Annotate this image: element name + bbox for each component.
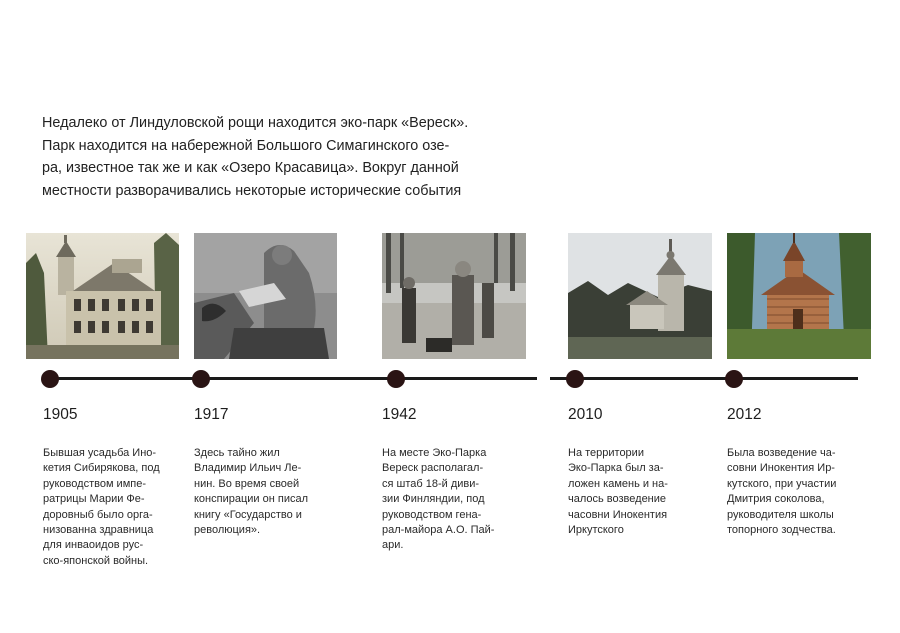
description-line: руководством гена- (382, 508, 482, 521)
description-line: ложен камень и на- (568, 477, 668, 490)
timeline-description (382, 446, 494, 554)
villa-photo (26, 233, 179, 359)
timeline-marker (192, 370, 210, 388)
description-line: ратрицы Марии Фе- (43, 493, 145, 506)
description-line: топорного зодчества. (727, 524, 836, 537)
description-line: Эко-Парка был за- (568, 462, 664, 475)
timeline-marker (725, 370, 743, 388)
mannerheim-photo (382, 233, 526, 359)
description-line: ско-японской войны. (43, 554, 149, 567)
description-line: Была возведение ча- (727, 447, 836, 459)
intro-line: Парк находится на набережной Большого Симагинского озе- (42, 137, 450, 154)
timeline-marker (41, 370, 59, 388)
timeline-year: 1942 (382, 406, 417, 423)
description-line: книгу «Государство и (194, 508, 302, 521)
wooden-chapel-photo (727, 233, 871, 359)
timeline-description (43, 446, 160, 569)
description-line: руководством импе- (43, 477, 147, 490)
description-line: нин. Во время своей (194, 477, 300, 490)
description-line: доровныб было орга- (43, 508, 153, 521)
description-line: конспирации он писал (194, 493, 308, 506)
description-line: ари. (382, 539, 404, 552)
description-line: совни Инокентия Ир- (727, 462, 835, 475)
description-line: Дмитрия соколова, (727, 493, 825, 506)
description-line: ся штаб 18-й диви- (382, 477, 480, 490)
intro-text (42, 112, 512, 202)
timeline-year: 1905 (43, 406, 78, 423)
timeline-year: 1917 (194, 406, 229, 423)
description-line: кетия Сибирякова, под (43, 462, 160, 475)
intro-line: ра, известное так же и как «Озеро Красавица». Вокруг данной (42, 160, 459, 176)
description-line: Вереск располагал- (382, 462, 484, 475)
description-line: Иркутского (568, 524, 624, 537)
timeline-description (568, 446, 668, 538)
description-line: Бывшая усадьба Ино- (43, 447, 157, 459)
description-line: часовни Инокентия (568, 508, 668, 521)
description-line: для инваоидов рус- (43, 539, 144, 552)
timeline-description (727, 446, 836, 538)
description-line: революция». (194, 524, 261, 537)
description-line: низованна здравница (43, 524, 154, 537)
timeline-description (194, 446, 308, 538)
description-line: руководителя школы (727, 508, 834, 521)
timeline-year: 2012 (727, 406, 762, 423)
intro-line: Недалеко от Линдуловской рощи находится эко-парк «Вереск». (42, 115, 469, 131)
timeline-year: 2010 (568, 406, 603, 423)
timeline-marker (387, 370, 405, 388)
lenin-sculpture-photo (194, 233, 337, 359)
description-line: чалось возведение (568, 493, 667, 506)
description-line: Владимир Ильич Ле- (194, 462, 302, 475)
description-line: На территории (568, 447, 644, 459)
description-line: рал-майора А.О. Пай- (382, 524, 495, 537)
timeline-marker (566, 370, 584, 388)
timeline-line (43, 377, 537, 380)
description-line: кутского, при участии (727, 477, 837, 490)
description-line: зии Финляндии, под (382, 493, 485, 506)
intro-line: местности разворачивались некоторые исторические события (42, 182, 462, 199)
description-line: На месте Эко-Парка (382, 447, 487, 459)
chapel-construction-photo (568, 233, 712, 359)
description-line: Здесь тайно жил (194, 447, 280, 459)
timeline-line (550, 377, 858, 380)
